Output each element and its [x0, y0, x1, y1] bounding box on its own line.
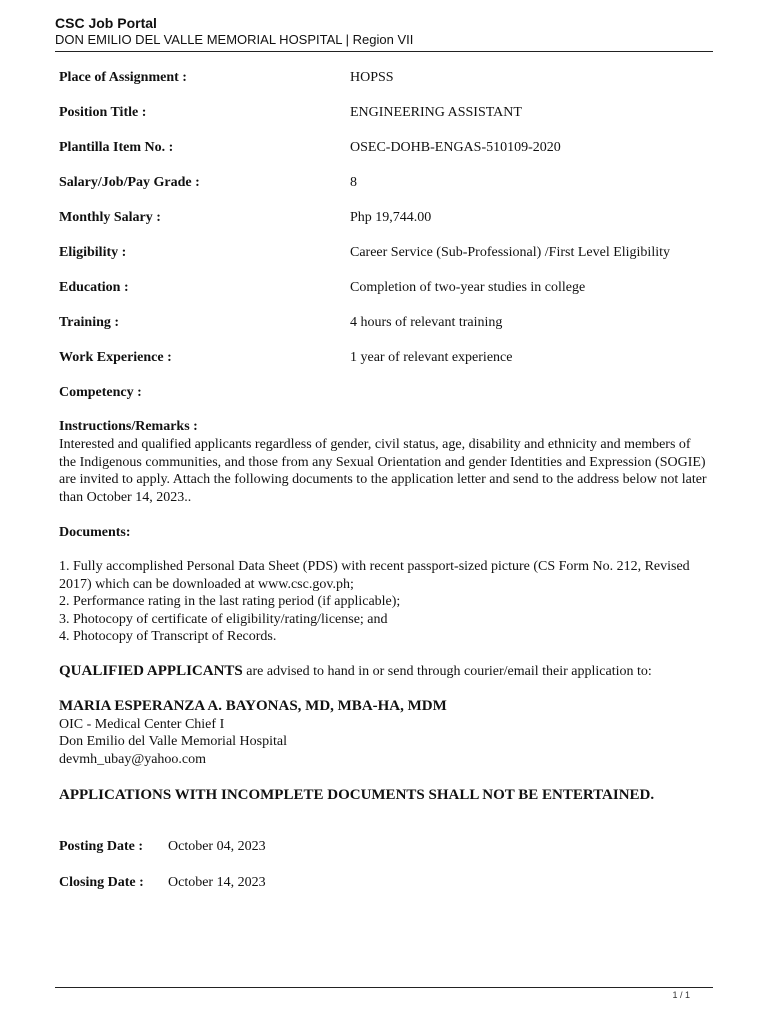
contact-name: MARIA ESPERANZA A. BAYONAS, MD, MBA-HA, MDM	[59, 698, 447, 714]
field-value-experience: 1 year of relevant experience	[350, 350, 513, 365]
document-item: 1. Fully accomplished Personal Data Sheet (PDS) with recent passport-sized picture (CS Form No. 212, Revised 2017) which can be downloaded at www.csc.gov.ph;	[59, 559, 690, 592]
field-value-salary-grade: 8	[350, 175, 357, 190]
header-divider	[55, 51, 713, 52]
instructions-text: Interested and qualified applicants regardless of gender, civil status, age, disability and ethnicity and members of the Indigenous communities, and those from any Sexual Orientation and gender Identities and Expression (SOGIE) are invited to apply. Attach the following documents to the application letter and send to the address below not later than October 14, 2023..	[59, 437, 707, 505]
field-label-competency: Competency :	[59, 385, 142, 400]
qualified-lead: QUALIFIED APPLICANTS	[59, 663, 243, 679]
field-label-eligibility: Eligibility :	[59, 245, 127, 260]
field-label-monthly-salary: Monthly Salary :	[59, 210, 161, 225]
footer-divider	[55, 987, 713, 988]
closing-date-value: October 14, 2023	[168, 875, 266, 890]
page-number: 1 / 1	[672, 990, 690, 1000]
documents-list	[59, 558, 709, 646]
document-item: 4. Photocopy of Transcript of Records.	[59, 629, 277, 644]
field-value-training: 4 hours of relevant training	[350, 315, 503, 330]
qualified-rest: are advised to hand in or send through courier/email their application to:	[242, 664, 652, 679]
field-label-training: Training :	[59, 315, 120, 330]
posting-date-label: Posting Date :	[59, 839, 143, 854]
field-value-plantilla: OSEC-DOHB-ENGAS-510109-2020	[350, 140, 561, 155]
document-item: 3. Photocopy of certificate of eligibility/rating/license; and	[59, 611, 388, 627]
field-value-place: HOPSS	[350, 70, 394, 85]
field-label-experience: Work Experience :	[59, 350, 172, 365]
field-value-eligibility: Career Service (Sub-Professional) /First Level Eligibility	[350, 245, 670, 260]
instructions-heading: Instructions/Remarks :	[59, 419, 198, 434]
field-label-position: Position Title :	[59, 105, 147, 120]
field-label-place: Place of Assignment :	[59, 70, 187, 85]
qualified-applicants-note	[59, 663, 709, 681]
contact-email[interactable]: devmh_ubay@yahoo.com	[59, 751, 207, 767]
field-value-education: Completion of two-year studies in college	[350, 280, 586, 295]
contact-position: OIC - Medical Center Chief I	[59, 716, 225, 732]
portal-subtitle: DON EMILIO DEL VALLE MEMORIAL HOSPITAL | Region VII	[55, 32, 414, 47]
portal-title: CSC Job Portal	[55, 15, 157, 31]
document-item: 2. Performance rating in the last rating period (if applicable);	[59, 594, 401, 609]
field-label-education: Education :	[59, 280, 129, 295]
documents-heading: Documents:	[59, 525, 131, 540]
closing-date-label: Closing Date :	[59, 875, 144, 890]
field-value-monthly-salary: Php 19,744.00	[350, 210, 432, 225]
field-label-salary-grade: Salary/Job/Pay Grade :	[59, 175, 200, 190]
field-label-plantilla: Plantilla Item No. :	[59, 140, 174, 155]
contact-office: Don Emilio del Valle Memorial Hospital	[59, 734, 287, 749]
page-header	[55, 14, 715, 48]
incomplete-documents-warning: APPLICATIONS WITH INCOMPLETE DOCUMENTS SHALL NOT BE ENTERTAINED.	[59, 787, 655, 803]
field-value-position: ENGINEERING ASSISTANT	[350, 105, 522, 120]
contact-block	[59, 698, 709, 768]
posting-date-value: October 04, 2023	[168, 839, 266, 854]
